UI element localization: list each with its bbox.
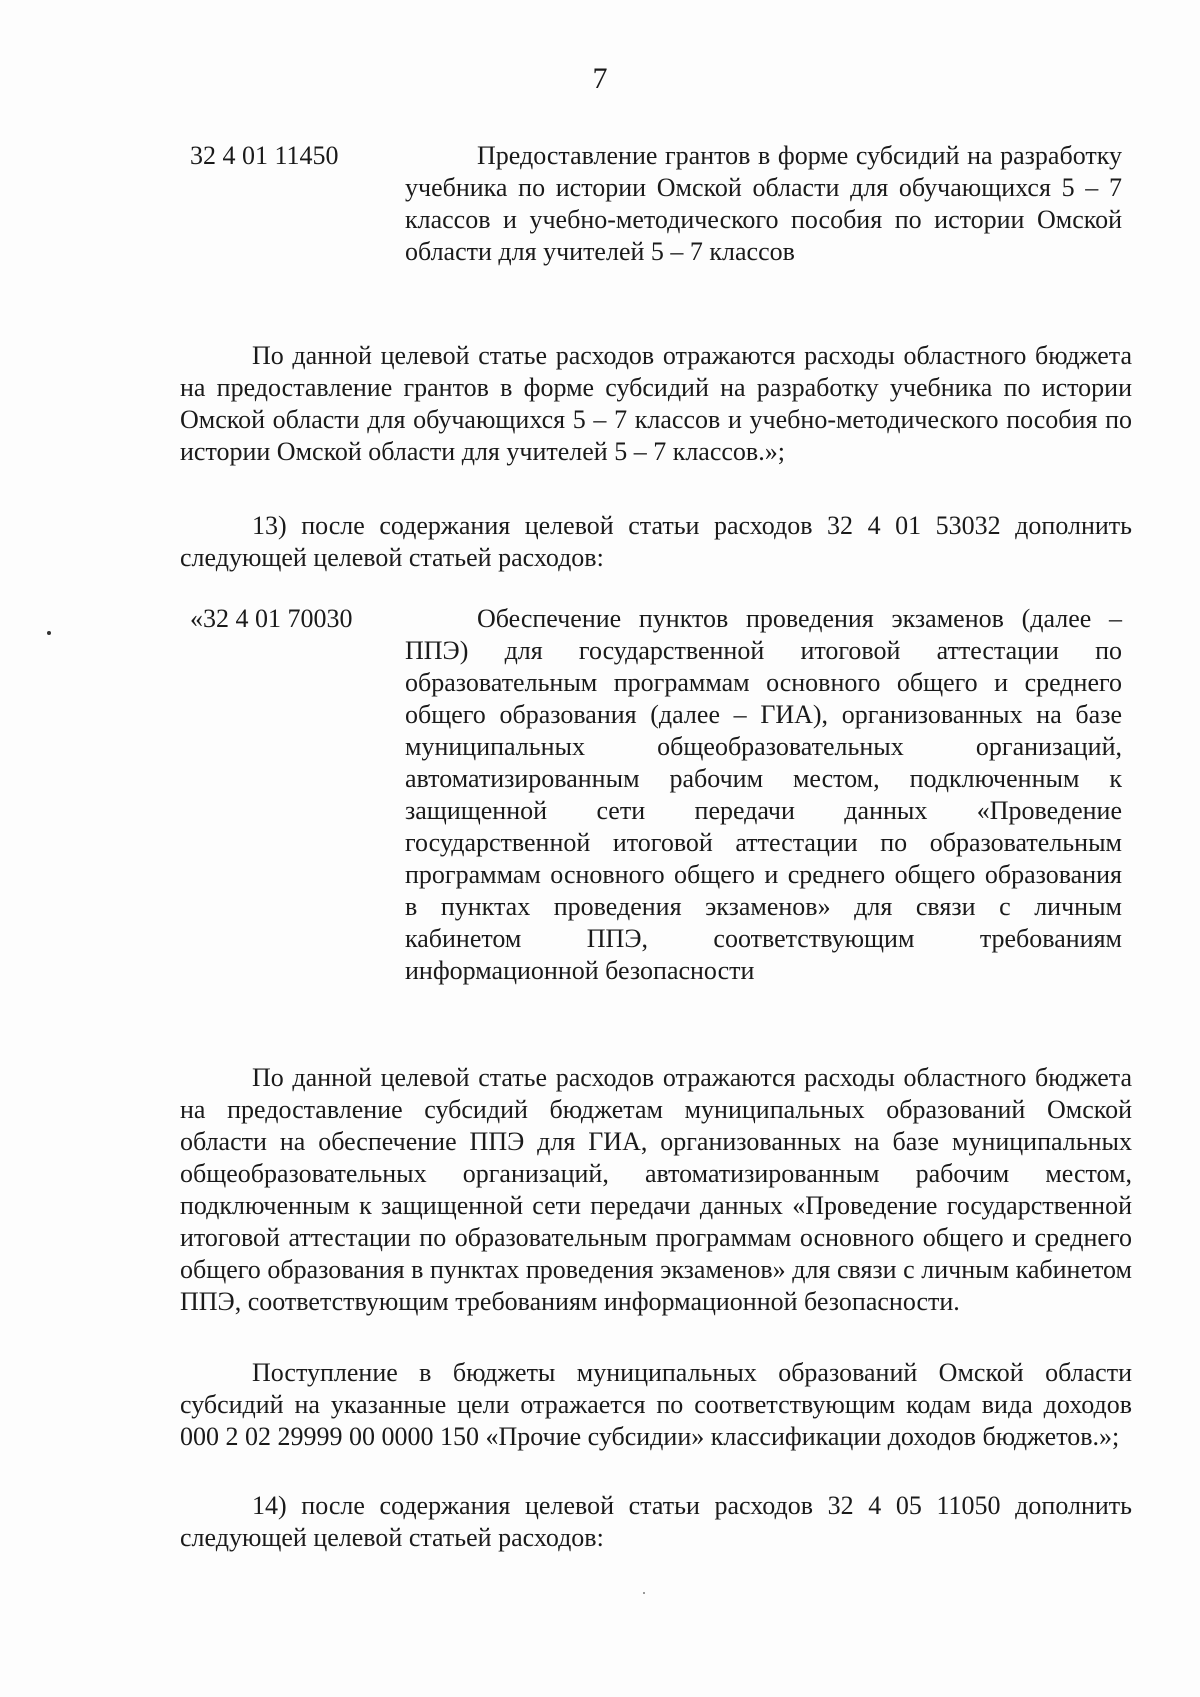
expense-item-description: Обеспечение пунктов проведения экзаменов (далее – ППЭ) для государственной итоговой аттестации по образовательным программам основного общего и среднего общего образования (далее – ГИА), организованных на базе муниципальных общеобразовательных организаций, автоматизированным рабочим местом, подключенным к защищенной сети передачи данных «Проведение государственной итоговой аттестации по образовательным программам основного общего и среднего общего образования в пунктах проведения экзаменов» для связи с личным кабинетом ППЭ, соответствующим требованиям информационной безопасности	[405, 604, 1122, 985]
body-paragraph: Поступление в бюджеты муниципальных образований Омской области субсидий на указанные цели отражается по соответствующим кодам вида доходов 000 2 02 29999 00 0000 150 «Прочие субсидии» классификации доходов бюджетов.»;	[180, 1358, 1132, 1451]
body-paragraph: 14) после содержания целевой статьи расходов 32 4 05 11050 дополнить следующей целевой статьей расходов:	[180, 1491, 1132, 1552]
expense-item-code: «32 4 01 70030	[190, 604, 353, 633]
scan-speck	[643, 1592, 645, 1594]
page-number: 7	[592, 62, 608, 95]
expense-item-description: Предоставление грантов в форме субсидий на разработку учебника по истории Омской области для обучающихся 5 – 7 классов и учебно-методического пособия по истории Омской области для учителей 5 – 7 классов	[405, 141, 1122, 266]
body-paragraph: 13) после содержания целевой статьи расходов 32 4 01 53032 дополнить следующей целевой статьей расходов:	[180, 511, 1132, 572]
body-paragraph: По данной целевой статье расходов отражаются расходы областного бюджета на предоставление грантов в форме субсидий на разработку учебника по истории Омской области для обучающихся 5 – 7 классов и учебно-методического пособия по истории Омской области для учителей 5 – 7 классов.»;	[180, 341, 1132, 466]
body-paragraph: По данной целевой статье расходов отражаются расходы областного бюджета на предоставление субсидий бюджетам муниципальных образований Омской области на обеспечение ППЭ для ГИА, организованных на базе муниципальных общеобразовательных организаций, автоматизированным рабочим местом, подключенным к защищенной сети передачи данных «Проведение государственной итоговой аттестации по образовательным программам основного общего и среднего общего образования в пунктах проведения экзаменов» для связи с личным кабинетом ППЭ, соответствующим требованиям информационной безопасности.	[180, 1063, 1132, 1316]
expense-item-code: 32 4 01 11450	[190, 141, 339, 170]
scan-speck	[47, 631, 51, 635]
